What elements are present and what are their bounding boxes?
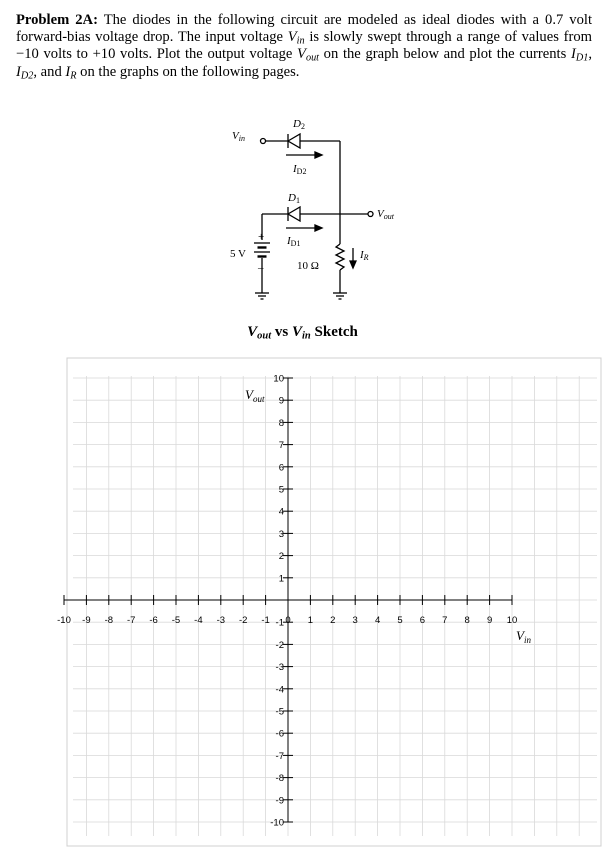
label-id2: ID2: [293, 163, 307, 176]
id1-symbol: I: [570, 46, 576, 63]
y-tick-label: 1: [278, 573, 284, 585]
x-tick-label: 3: [352, 615, 358, 626]
x-tick-label: 6: [419, 615, 426, 626]
y-tick-label: 6: [278, 462, 284, 474]
problem-text-1: The diodes in the following circuit are modeled as ideal diodes with a 0.7 volt forward-bias voltage drop. The input voltage: [16, 12, 593, 46]
x-tick-label: 0: [285, 615, 291, 626]
x-tick-label: -4: [194, 615, 203, 626]
label-battery-minus: –: [258, 262, 264, 274]
label-ir: IR: [360, 249, 369, 262]
y-tick-label: 3: [278, 528, 284, 540]
x-tick-label: 2: [330, 615, 336, 626]
separator-2: , and: [33, 63, 66, 80]
y-tick-label: 2: [278, 551, 284, 563]
y-tick-label: -5: [275, 706, 284, 718]
label-d2: D2: [293, 118, 305, 131]
x-tick-label: -3: [216, 615, 226, 626]
label-vout: Vout: [377, 208, 394, 221]
y-tick-label: -4: [275, 684, 284, 696]
x-tick-label: -7: [126, 615, 136, 626]
x-tick-label: -10: [57, 615, 71, 626]
x-tick-label: 8: [464, 615, 470, 626]
id2-symbol: I: [16, 63, 21, 80]
y-tick-label: 10: [273, 373, 284, 385]
y-tick-label: -7: [275, 750, 284, 762]
y-tick-label: -6: [275, 728, 284, 740]
label-battery-plus: +: [258, 231, 265, 243]
y-tick-label: 9: [278, 395, 284, 407]
sketch-title: $V_{out}$ vs $V_{in}$ Sketch: [247, 324, 358, 342]
label-battery-value: 5 V: [230, 248, 246, 260]
x-tick-label: -8: [104, 615, 114, 626]
x-tick-label: -2: [238, 615, 248, 626]
ir-subscript: R: [70, 70, 77, 82]
y-tick-label: -8: [275, 773, 284, 785]
ir-symbol: I: [65, 63, 71, 80]
y-tick-label: -3: [275, 662, 284, 674]
id2-subscript: D2: [20, 70, 34, 82]
label-resistor-value: 10 Ω: [297, 260, 319, 272]
y-tick-label: -2: [275, 639, 284, 651]
id1-subscript: D1: [575, 52, 589, 64]
x-tick-label: 1: [307, 615, 314, 626]
x-tick-label: -9: [82, 615, 91, 626]
grid: [73, 373, 597, 836]
x-tick-label: 4: [374, 615, 381, 626]
x-tick-label: -1: [261, 615, 270, 626]
label-vin: Vin: [232, 130, 245, 143]
y-axis-label: $V_{out}$: [245, 387, 265, 404]
separator-1: ,: [588, 46, 592, 63]
y-tick-label: 7: [278, 440, 284, 452]
y-tick-label: -9: [275, 795, 284, 807]
problem-label: Problem 2A:: [16, 12, 98, 28]
y-tick-label: 5: [278, 484, 284, 496]
x-tick-label: 10: [506, 615, 518, 626]
y-tick-label: 4: [278, 506, 284, 518]
y-tick-label: -1: [275, 617, 284, 629]
x-tick-label: -5: [171, 615, 181, 626]
vout-symbol: V: [297, 46, 306, 63]
x-axis-label: $V_{in}$: [516, 628, 531, 645]
vin-subscript: in: [296, 35, 305, 47]
graph-border: [67, 358, 601, 846]
y-tick-labels: [270, 374, 284, 829]
x-tick-labels: [57, 615, 517, 626]
problem-text-4: on the graphs on the following pages.: [76, 63, 300, 80]
label-id1: ID1: [287, 235, 301, 248]
x-tick-label: 9: [486, 615, 493, 626]
problem-text-3: on the graph below and plot the currents: [319, 46, 571, 63]
y-tick-label: 8: [278, 417, 284, 429]
label-d1: D1: [288, 192, 300, 205]
x-tick-label: -6: [149, 615, 158, 626]
vout-subscript: out: [305, 52, 320, 64]
vin-symbol: V: [287, 29, 297, 46]
x-tick-label: 7: [442, 615, 448, 626]
y-tick-label: -10: [270, 817, 284, 829]
x-tick-label: 5: [397, 615, 403, 626]
problem-text-2: is slowly swept through a range of values from −10 volts to +10 volts. Plot the output voltage: [16, 29, 592, 63]
